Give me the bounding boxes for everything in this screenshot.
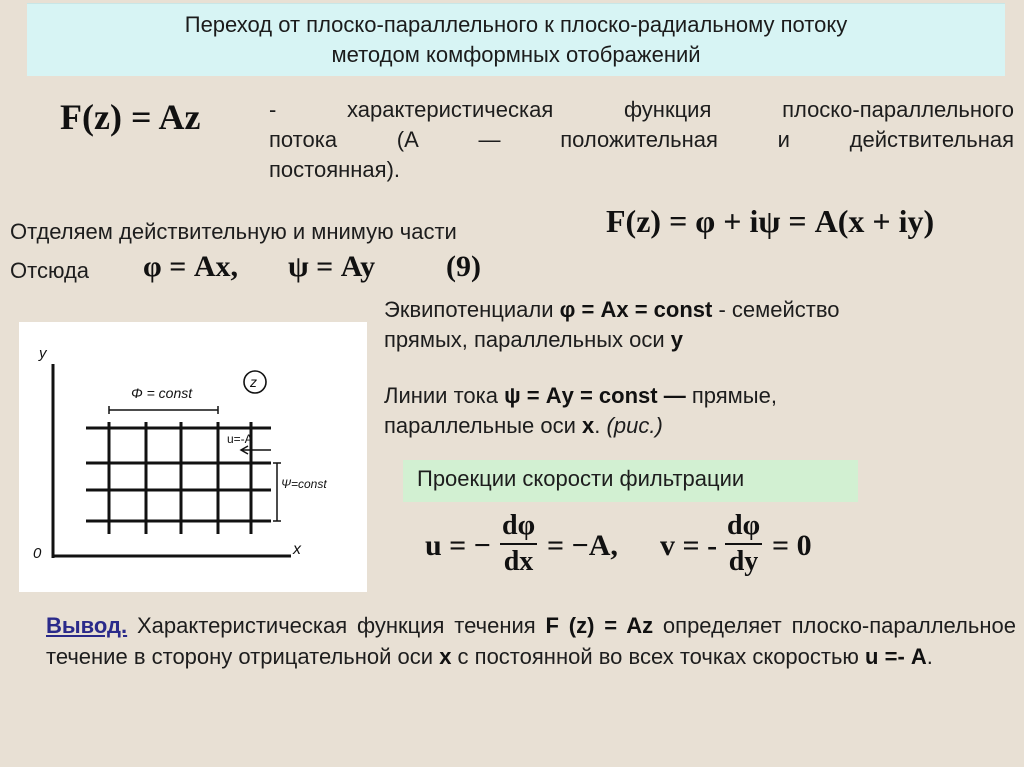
char-desc-line-1: - характеристическая функция плоско-параллельного: [269, 97, 1014, 122]
formula-main: F(z) = Az: [60, 97, 201, 137]
u-numerator: dφ: [500, 509, 537, 545]
phi-const-label: Φ = const: [131, 385, 193, 401]
separate-label: Отделяем действительную и мнимую части: [10, 219, 457, 244]
conclusion-lead: Вывод.: [46, 613, 128, 638]
u-label: u=-A: [227, 432, 253, 446]
equation-number: (9): [446, 250, 481, 283]
v-lhs: v = -: [660, 529, 718, 562]
streamlines-line-1: Линии тока ψ = Ау = const — прямые,: [384, 383, 777, 408]
streamlines-line-2: параллельные оси х. (рис.): [384, 413, 663, 438]
axis-y-label: y: [39, 345, 47, 362]
hence-label: Отсюда: [10, 258, 90, 283]
axis-x-label: x: [293, 541, 301, 558]
v-numerator: dφ: [725, 509, 762, 545]
formula-separate: F(z) = φ + iψ = A(x + iy): [606, 203, 935, 239]
char-desc-line-3: постоянная).: [269, 157, 401, 182]
psi-const-label: Ψ=const: [281, 477, 327, 491]
flow-grid-svg: [19, 322, 367, 592]
u-fraction: [500, 509, 537, 579]
equipotential-line-2: прямых, параллельных оси у: [384, 327, 684, 352]
equipotential-line-1: Эквипотенциали φ = Ах = const - семейство: [384, 297, 840, 322]
equipotential-text: [384, 295, 1014, 355]
figure-flow-grid: [19, 322, 367, 592]
projections-box: [403, 460, 858, 502]
axis-origin-label: 0: [33, 545, 42, 562]
formula-psi: ψ = Ay: [288, 250, 376, 283]
u-rhs: = −A,: [547, 529, 618, 562]
v-rhs: = 0: [772, 529, 812, 562]
title-line-1: Переход от плоско-параллельного к плоско-радиальному потоку: [184, 12, 848, 37]
slide-title: [27, 3, 1005, 76]
v-fraction: [725, 509, 762, 579]
projections-label: Проекции скорости фильтрации: [417, 466, 745, 491]
char-desc-line-2: потока (А — положительная и действительная: [269, 127, 1014, 152]
title-line-2: методом комформных отображений: [331, 42, 701, 67]
u-denominator: dx: [503, 546, 534, 577]
char-description: [269, 95, 1014, 185]
u-lhs: u = −: [425, 529, 491, 562]
streamlines-text: [384, 381, 1014, 441]
formula-phi: φ = Ax,: [143, 250, 238, 283]
conclusion-paragraph: Вывод. Характеристическая функция течения F (z) = Az определяет плоско-параллельное течение в сторону отрицательной оси х с постоянной во всех точках скоростью u =- А.: [46, 613, 1016, 669]
z-label: z: [250, 374, 257, 390]
v-denominator: dy: [728, 546, 759, 577]
